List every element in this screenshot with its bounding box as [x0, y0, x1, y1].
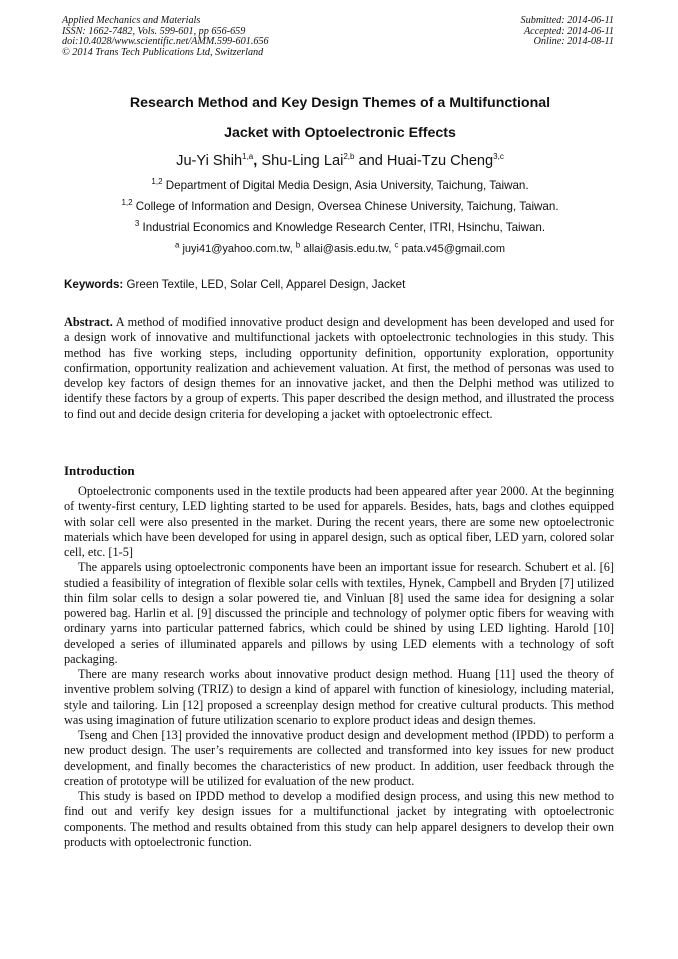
introduction-paragraph: There are many research works about innovative product design method. Huang [11] used the theory of inventive problem solving (TRIZ) to design a kind of apparel with function of kinesiology, including material, style and tailoring. Lin [12] proposed a screenplay design method for creative cultural products. This method was using imagination of future utilization scenario to explore product ideas and design themes. — [64, 667, 614, 727]
author-list — [60, 151, 620, 171]
online-date: Online: 2014-08-11 — [533, 36, 614, 48]
accepted-date: Accepted: 2014-06-11 — [523, 25, 614, 37]
introduction-body — [64, 484, 614, 850]
author-separator-1: , — [253, 153, 262, 169]
abstract-text: A method of modified innovative product design and development has been developed and used for a design work of innovative and multifunctional jackets with optoelectronic technologies in this study. This method has five working steps, including opportunity definition, opportunity exploration, opportunity confirmation, opportunity realization and achievement valuation. At first, the method of personas was used to develop key factors of design themes for an innovative jacket, and then the Delphi method was utilized to identify these factors by a group of experts. This paper described the design method, and illustrated the process to find out and decide design criteria for developing a jacket with optoelectronic effect. — [64, 315, 614, 421]
affiliation-3-text: Industrial Economics and Knowledge Research Center, ITRI, Hsinchu, Taiwan. — [139, 221, 546, 234]
author-1-name: Ju-Yi Shih — [176, 153, 243, 169]
author-separator-2: and — [354, 153, 387, 169]
keywords-text: Green Textile, LED, Solar Cell, Apparel Design, Jacket — [123, 278, 406, 291]
email-a-sup: a — [174, 240, 180, 250]
email-a[interactable]: juyi41@yahoo.com.tw, — [179, 243, 296, 255]
journal-name: Applied Mechanics and Materials — [62, 15, 201, 26]
publication-dates — [521, 16, 614, 48]
introduction-paragraph: The apparels using optoelectronic components have been an important issue for research. Schubert et al. [6] studied a feasibility of integration of flexible solar cells with textiles, Hynek, Campbell and Bryden [7] utilized thin film solar cells to design a solar powered tie, and Vinluan [8] used the same idea for designing a solar powered bag. Harlin et al. [9] discussed the principle and technology of polymer optic fibers for weaving with ordinary yarns into particular patterned fabrics, which could be shined by using LED lighting. Harold [10] developed a series of illuminated apparels and pillows by using LED elements with a technology of soft packaging. — [64, 560, 614, 666]
journal-header — [62, 16, 269, 58]
affiliation-2 — [40, 200, 640, 214]
journal-issn: ISSN: 1662-7482, Vols. 599-601, pp 656-659 — [62, 25, 246, 37]
affiliation-1-text: Department of Digital Media Design, Asia University, Taichung, Taiwan. — [162, 179, 529, 192]
email-c[interactable]: pata.v45@gmail.com — [398, 243, 506, 255]
affiliation-3-sup: 3 — [134, 219, 140, 229]
abstract-label: Abstract. — [64, 315, 113, 329]
introduction-paragraph: Optoelectronic components used in the textile products had been appeared after year 2000. At the beginning of twenty-first century, LED lighting started to be used for apparels. Besides, hats, bags and clothes equipped with solar cell were also presented in the market. During the recent years, there are some new optoelectronic materials which have been developed for using in apparel design, such as optical fiber, LED yarn, colored solar cell, etc. [1-5] — [64, 484, 614, 559]
affiliation-1 — [40, 179, 640, 193]
title-line-1: Research Method and Key Design Themes of a Multifunctional — [129, 95, 551, 111]
email-b[interactable]: allai@asis.edu.tw, — [300, 243, 395, 255]
title-line-2: Jacket with Optoelectronic Effects — [224, 125, 456, 141]
author-emails — [40, 242, 640, 256]
section-heading-introduction: Introduction — [64, 463, 135, 478]
paper-title — [60, 88, 620, 148]
affiliation-2-text: College of Information and Design, Oversea Chinese University, Taichung, Taiwan. — [132, 200, 559, 213]
email-c-sup: c — [394, 240, 399, 250]
journal-copyright: © 2014 Trans Tech Publications Ltd, Switzerland — [62, 46, 264, 58]
affiliation-1-sup: 1,2 — [151, 177, 163, 187]
author-2-name: Shu-Ling Lai — [261, 153, 344, 169]
author-3-name: Huai-Tzu Cheng — [386, 153, 494, 169]
journal-doi[interactable]: doi:10.4028/www.scientific.net/AMM.599-601.656 — [62, 36, 269, 48]
author-2-sup: 2,b — [343, 152, 355, 162]
affiliation-2-sup: 1,2 — [121, 198, 133, 208]
author-3-sup: 3,c — [493, 152, 504, 162]
keywords — [64, 278, 405, 292]
affiliation-3 — [40, 221, 640, 235]
introduction-paragraph: This study is based on IPDD method to develop a modified design process, and using this new method to find out and verify key design issues for a multifunctional jacket by integrating with optoelectronic components. The method and results obtained from this study can help apparel designers to develop their own products with optoelectronic function. — [64, 789, 614, 849]
introduction-paragraph: Tseng and Chen [13] provided the innovative product design and development method (IPDD) to perform a new product design. The user’s requirements are collected and transformed into key issues for new product development, and finally becomes the characteristics of new product. In addition, user feedback through the creation of prototype will be utilized for evaluation of the new product. — [64, 728, 614, 788]
submitted-date: Submitted: 2014-06-11 — [520, 15, 614, 26]
author-1-sup: 1,a — [242, 152, 254, 162]
email-b-sup: b — [295, 240, 301, 250]
abstract — [64, 315, 614, 422]
keywords-label: Keywords: — [64, 278, 124, 291]
